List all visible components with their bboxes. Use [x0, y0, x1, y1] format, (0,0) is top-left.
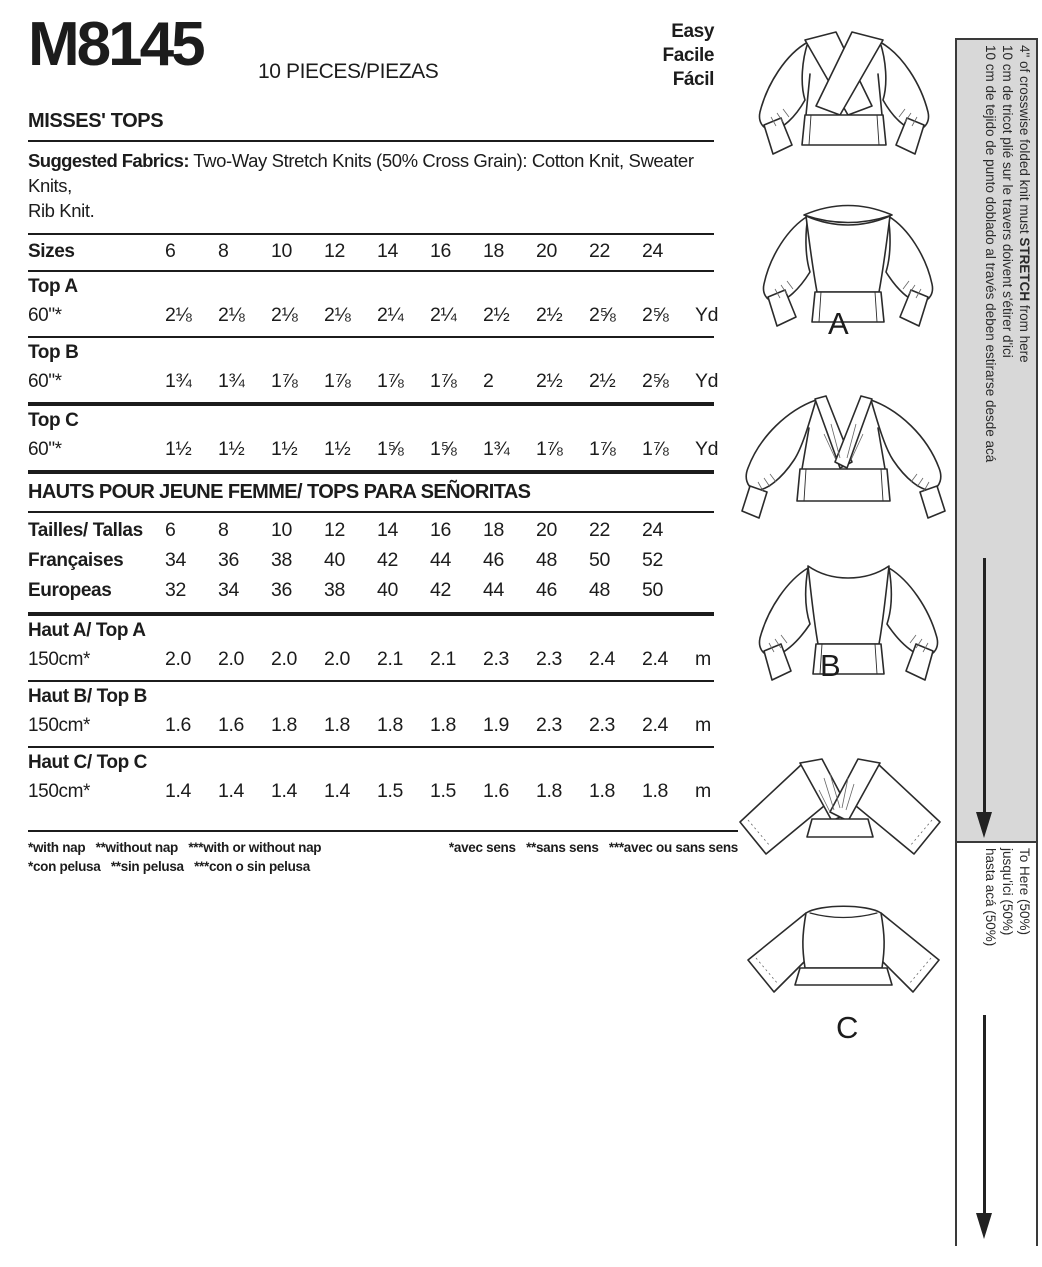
- yardage-value: 1¾: [165, 370, 192, 392]
- gauge-to-here-line: jusqu'ici (50%): [1000, 848, 1015, 936]
- size-value: 36: [271, 579, 292, 601]
- sizes-label: Sizes: [28, 241, 75, 262]
- sizes-values: [165, 240, 695, 263]
- meterage-value: 1.4: [165, 780, 191, 802]
- size-value: 48: [536, 549, 557, 571]
- size-value: 44: [430, 549, 451, 571]
- stretch-gauge-upper: [957, 40, 1036, 843]
- main-content: [28, 10, 738, 876]
- size-value: 42: [377, 549, 398, 571]
- metric-block-top-a: [28, 616, 714, 682]
- yardage-values: [165, 304, 695, 327]
- size-value: 42: [430, 579, 451, 601]
- yardage-value: 1⅞: [324, 370, 351, 392]
- yardage-value: 2½: [483, 304, 510, 326]
- size-value: 50: [642, 579, 663, 601]
- yardage-value: 2⅝: [589, 304, 616, 326]
- row-name: Top B: [28, 342, 79, 363]
- footnote-spanish: *con pelusa **sin pelusa ***con o sin pelusa: [28, 859, 310, 874]
- yardage-value: 1¾: [483, 438, 510, 460]
- illustration-top-c-back: [726, 896, 961, 1016]
- view-label-c: C: [836, 1010, 859, 1045]
- row-name: Top A: [28, 276, 78, 297]
- fabric-width: 60"*: [28, 439, 62, 460]
- intl-size-row: [28, 576, 714, 606]
- meterage-value: 2.4: [589, 648, 615, 670]
- yardage-block-top-b: [28, 338, 719, 406]
- meterage-value: 2.4: [642, 648, 668, 670]
- size-value: 6: [165, 519, 176, 541]
- meterage-values: [165, 780, 695, 803]
- difficulty-rating: [663, 20, 714, 92]
- masthead: [28, 10, 714, 106]
- fabrics-label: Suggested Fabrics:: [28, 150, 189, 171]
- size-value: 10: [271, 240, 292, 262]
- size-value: 6: [165, 240, 176, 262]
- yardage-block-top-a: [28, 272, 719, 338]
- yardage-value: 2½: [589, 370, 616, 392]
- size-value: 8: [218, 519, 229, 541]
- size-value: 14: [377, 240, 398, 262]
- size-value: 46: [483, 549, 504, 571]
- size-value: 18: [483, 519, 504, 541]
- yardage-value: 1⅞: [377, 370, 404, 392]
- fabric-width: 150cm*: [28, 781, 91, 802]
- meterage-value: 1.8: [377, 714, 403, 736]
- intl-size-values: [165, 549, 695, 572]
- suggested-fabrics: [28, 142, 714, 235]
- yardage-value: 2: [483, 370, 494, 392]
- down-arrow-shaft: [983, 1015, 986, 1215]
- meterage-value: 2.4: [642, 714, 668, 736]
- yardage-value: 1⅞: [642, 438, 669, 460]
- size-value: 44: [483, 579, 504, 601]
- unit-label: Yd: [695, 304, 719, 326]
- size-value: 52: [642, 549, 663, 571]
- stretch-gauge-lower-text: [982, 848, 1033, 946]
- size-value: 40: [324, 549, 345, 571]
- gauge-to-here-line: hasta acá (50%): [983, 848, 998, 947]
- meterage-value: 2.3: [536, 714, 562, 736]
- meterage-value: 2.3: [483, 648, 509, 670]
- intl-size-label: Tailles/ Tallas: [28, 520, 143, 541]
- meterage-value: 2.3: [536, 648, 562, 670]
- yardage-value: 1⅞: [271, 370, 298, 392]
- yardage-value: 2¼: [377, 304, 404, 326]
- meterage-value: 2.0: [271, 648, 297, 670]
- meterage-value: 1.4: [324, 780, 350, 802]
- size-value: 36: [218, 549, 239, 571]
- sizes-row: [28, 235, 714, 272]
- fabric-width: 150cm*: [28, 649, 91, 670]
- yardage-value: 1½: [165, 438, 192, 460]
- yardage-value: 1⅝: [430, 438, 457, 460]
- meterage-value: 2.0: [324, 648, 350, 670]
- stretch-gauge-lower: [957, 843, 1036, 1246]
- fabric-width: 60"*: [28, 371, 62, 392]
- yardage-block-top-c: [28, 406, 719, 474]
- yardage-value: 2⅛: [165, 304, 192, 326]
- row-name: Top C: [28, 410, 79, 431]
- size-value: 10: [271, 519, 292, 541]
- yardage-value: 1½: [218, 438, 245, 460]
- down-arrow-head: [976, 1213, 992, 1239]
- unit-label: Yd: [695, 438, 719, 460]
- meterage-value: 1.8: [324, 714, 350, 736]
- size-value: 40: [377, 579, 398, 601]
- size-value: 24: [642, 519, 663, 541]
- meterage-value: 1.6: [165, 714, 191, 736]
- meterage-value: 1.8: [642, 780, 668, 802]
- yardage-value: 1½: [271, 438, 298, 460]
- meterage-value: 1.5: [377, 780, 403, 802]
- illustration-top-a-front: [744, 24, 944, 166]
- size-value: 48: [589, 579, 610, 601]
- yardage-value: 1⅝: [377, 438, 404, 460]
- fabric-width: 60"*: [28, 305, 62, 326]
- metric-block-top-c: [28, 748, 714, 812]
- footnotes: [28, 830, 738, 876]
- yardage-value: 1⅞: [430, 370, 457, 392]
- size-value: 22: [589, 240, 610, 262]
- meterage-value: 1.6: [218, 714, 244, 736]
- difficulty-fr: Facile: [662, 45, 714, 66]
- illustration-top-b-back: [746, 546, 951, 691]
- meterage-values: [165, 648, 695, 671]
- meterage-value: 2.1: [377, 648, 403, 670]
- meterage-value: 2.1: [430, 648, 456, 670]
- pieces-count: 10 PIECES/PIEZAS: [258, 60, 439, 83]
- size-value: 20: [536, 240, 557, 262]
- yardage-values: [165, 370, 695, 393]
- size-value: 16: [430, 519, 451, 541]
- intl-size-label: Europeas: [28, 580, 112, 601]
- unit-label: m: [695, 780, 711, 802]
- meterage-value: 1.6: [483, 780, 509, 802]
- size-value: 34: [218, 579, 239, 601]
- meterage-value: 1.5: [430, 780, 456, 802]
- intl-size-row: [28, 516, 714, 546]
- unit-label: Yd: [695, 370, 719, 392]
- size-value: 38: [271, 549, 292, 571]
- fabric-width: 150cm*: [28, 715, 91, 736]
- stretch-gauge-upper-text: [982, 45, 1033, 462]
- yardage-value: 2⅛: [218, 304, 245, 326]
- meterage-value: 2.0: [165, 648, 191, 670]
- unit-label: m: [695, 648, 711, 670]
- down-arrow-shaft: [983, 558, 986, 814]
- yardage-value: 1⅞: [536, 438, 563, 460]
- size-value: 50: [589, 549, 610, 571]
- gauge-text-spanish: 10 cm de tejido de punto doblado al través deben estirarse desde acá: [983, 45, 998, 463]
- meterage-value: 2.3: [589, 714, 615, 736]
- meterage-value: 2.0: [218, 648, 244, 670]
- view-label-b: B: [820, 648, 841, 683]
- gauge-to-here-line: To Here (50%): [1017, 848, 1032, 936]
- difficulty-en: Easy: [671, 21, 714, 42]
- pattern-number: M8145: [28, 10, 203, 79]
- size-value: 22: [589, 519, 610, 541]
- meterage-value: 1.4: [271, 780, 297, 802]
- unit-label: m: [695, 714, 711, 736]
- yardage-value: 1⅞: [589, 438, 616, 460]
- meterage-values: [165, 714, 695, 737]
- size-value: 20: [536, 519, 557, 541]
- illustration-top-b-front: [736, 388, 951, 528]
- yardage-value: 2½: [536, 370, 563, 392]
- intl-size-values: [165, 579, 695, 602]
- international-sizes: [28, 513, 714, 616]
- row-name: Haut B/ Top B: [28, 686, 147, 707]
- yardage-value: 2⅛: [324, 304, 351, 326]
- size-value: 32: [165, 579, 186, 601]
- meterage-value: 1.8: [536, 780, 562, 802]
- size-value: 46: [536, 579, 557, 601]
- size-value: 16: [430, 240, 451, 262]
- size-value: 24: [642, 240, 663, 262]
- size-value: 38: [324, 579, 345, 601]
- difficulty-es: Fácil: [672, 69, 714, 90]
- yardage-value: 2¼: [430, 304, 457, 326]
- meterage-value: 1.9: [483, 714, 509, 736]
- garment-title: MISSES' TOPS: [28, 106, 714, 142]
- footnote-french: *avec sens **sans sens ***avec ou sans sens: [448, 840, 738, 855]
- row-name: Haut A/ Top A: [28, 620, 146, 641]
- meterage-value: 1.8: [589, 780, 615, 802]
- view-label-a: A: [828, 306, 849, 341]
- meterage-value: 1.4: [218, 780, 244, 802]
- intl-size-values: [165, 519, 695, 542]
- yardage-value: 2⅛: [271, 304, 298, 326]
- intl-size-row: [28, 546, 714, 576]
- size-value: 18: [483, 240, 504, 262]
- gauge-text-french: 10 cm de tricot plié sur le travers doivent s'étirer d'ici: [1000, 45, 1015, 358]
- size-value: 12: [324, 519, 345, 541]
- row-name: Haut C/ Top C: [28, 752, 147, 773]
- meterage-value: 1.8: [430, 714, 456, 736]
- down-arrow-head: [976, 812, 992, 838]
- international-heading: HAUTS POUR JEUNE FEMME/ TOPS PARA SEÑORITAS: [28, 474, 714, 513]
- size-value: 12: [324, 240, 345, 262]
- meterage-value: 1.8: [271, 714, 297, 736]
- footnote-english: *with nap **without nap ***with or without nap: [28, 840, 322, 855]
- yardage-value: 1½: [324, 438, 351, 460]
- gauge-text-english: 4" of crosswise folded knit must STRETCH from here: [1017, 45, 1032, 363]
- yardage-value: 1¾: [218, 370, 245, 392]
- intl-size-label: Françaises: [28, 550, 124, 571]
- size-value: 8: [218, 240, 229, 262]
- metric-block-top-b: [28, 682, 714, 748]
- size-value: 14: [377, 519, 398, 541]
- yardage-value: 2⅝: [642, 370, 669, 392]
- fabrics-line1: Two-Way Stretch Knits (50% Cross Grain): Cotton Knit, Sweater Knits,: [28, 150, 694, 196]
- yardage-value: 2⅝: [642, 304, 669, 326]
- fabrics-line2: Rib Knit.: [28, 200, 95, 221]
- illustration-top-c-front: [720, 750, 960, 885]
- size-value: 34: [165, 549, 186, 571]
- stretch-gauge: [955, 38, 1038, 1246]
- yardage-value: 2½: [536, 304, 563, 326]
- yardage-values: [165, 438, 695, 461]
